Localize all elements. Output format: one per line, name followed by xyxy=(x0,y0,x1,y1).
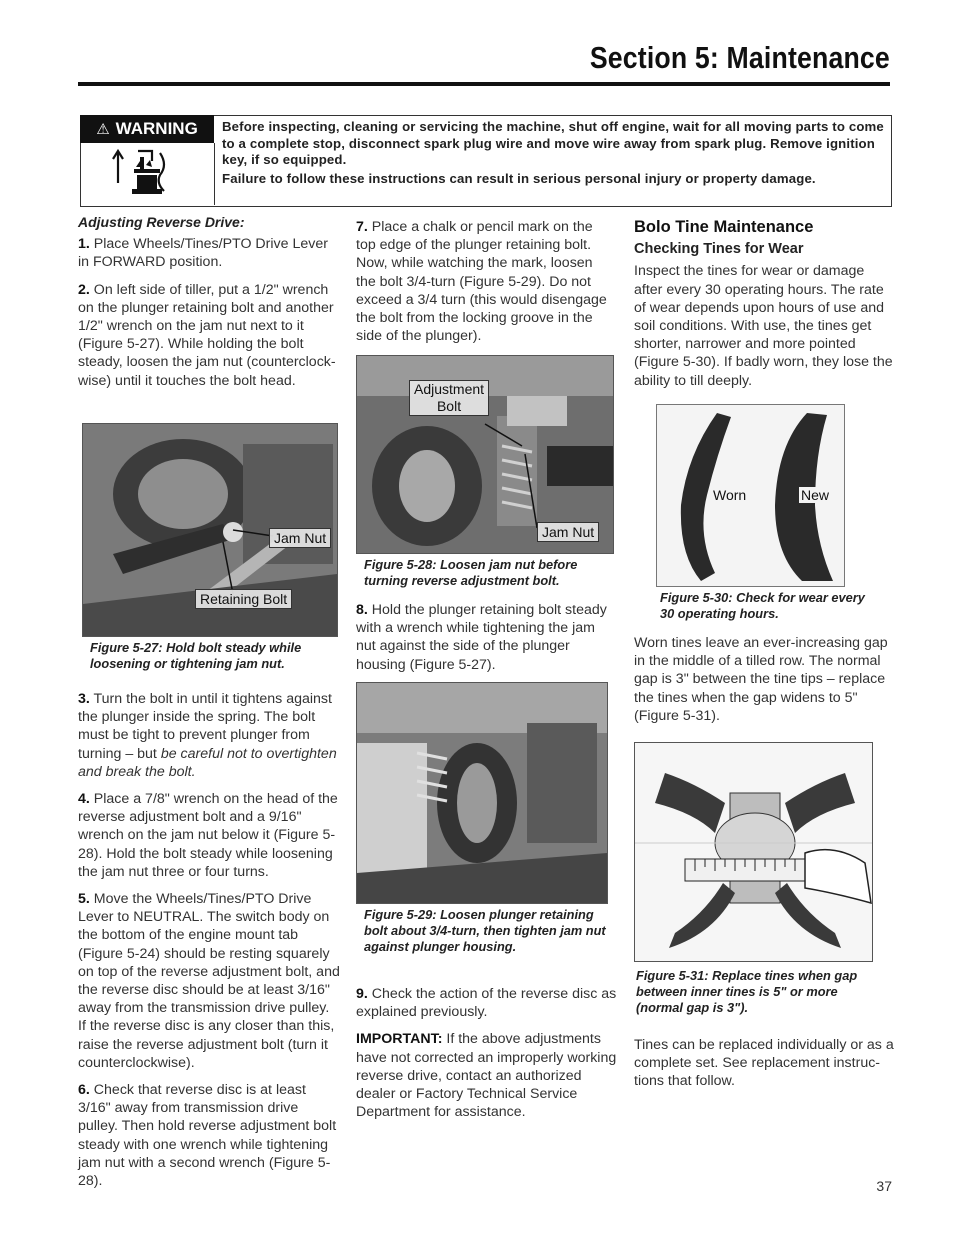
figure-5-27-image xyxy=(82,423,338,637)
column-2-lower xyxy=(356,985,618,1130)
jam-nut-label: Jam Nut xyxy=(269,528,331,548)
adjusting-reverse-drive-heading: Adjusting Reverse Drive: xyxy=(78,214,245,230)
section-title: Section 5: Maintenance xyxy=(589,40,890,75)
warning-text xyxy=(222,119,890,187)
warning-label: ⚠ WARNING xyxy=(80,115,214,143)
figure-5-30-image xyxy=(656,404,845,587)
column-3-lower xyxy=(634,1036,896,1100)
step-6: 6. Check that reverse disc is at least 3/16" away from transmission drive pulley. Then hold reverse adjustment bolt steady with one wrench while tightening jam nut with a second wrench (Figure 5-28). xyxy=(78,1082,337,1190)
figure-5-28-caption: Figure 5-28: Loosen jam nut before turning reverse adjustment bolt. xyxy=(364,557,578,588)
spark-plug-disconnect-icon xyxy=(80,143,215,205)
jam-nut-label: Jam Nut xyxy=(537,522,599,542)
step-4: 4. Place a 7/8" wrench on the head of the reverse adjustment bolt and a 9/16" wrench on the jam nut below it (Figure 5-28). Hold the bolt steady while loosening the jam nut three or four turns. xyxy=(78,791,338,880)
figure-5-31-image xyxy=(634,742,873,962)
page-number: 37 xyxy=(876,1178,892,1194)
header-rule xyxy=(78,82,890,86)
tines-para-1: Inspect the tines for wear or damage after every 30 operating hours. The rate of wear depends upon hours of use and soil conditions. With use, the tines get shorter, narrower and more pointed (Figure 5-30). If badly worn, they lose the ability to till deeply. xyxy=(634,263,893,389)
column-2-step8 xyxy=(356,601,618,683)
column-3 xyxy=(634,218,896,399)
warning-triangle-icon: ⚠ xyxy=(96,121,110,138)
step-5: 5. Move the Wheels/Tines/PTO Drive Lever to NEUTRAL. The switch body on the bottom of the engine mount tab (Figure 5-24) should be resting squarely on top of the reverse adjustment bolt, and the reverse disc should be at least 3/16" away from the transmission drive pulley. If the reverse disc is any closer than this, raise the reverse adjustment bolt (turn it counterclockwise). xyxy=(78,891,340,1071)
important-note: IMPORTANT: If the above adjustments have not corrected an improperly working reverse drive, contact an authorized dealer or Factory Technical Service Department for assistance. xyxy=(356,1031,617,1121)
retaining-bolt-label: Retaining Bolt xyxy=(195,589,292,609)
figure-5-29-image xyxy=(356,682,608,904)
step-9: 9. Check the action of the reverse disc as explained previously. xyxy=(356,986,617,1021)
tines-para-2: Worn tines leave an ever-increasing gap in the middle of a tilled row. The normal gap is 3" between the tine tips – replace the tines when the gap widens to 5" (Figure 5-31). xyxy=(634,635,888,724)
new-label: New xyxy=(801,487,830,503)
step-2: 2. On left side of tiller, put a 1/2" wrench on the plunger retaining bolt and another 1/2" wrench on the jam nut next to it (Figure 5-27). While holding the bolt steady, loosen the jam nut (counterclock-wise) until it touches the bolt head. xyxy=(78,281,336,389)
figure-5-27-caption: Figure 5-27: Hold bolt steady while loosening or tightening jam nut. xyxy=(90,640,302,671)
tines-para-3: Tines can be replaced individually or as a complete set. See replacement instruc-tions that follow. xyxy=(634,1037,894,1090)
worn-label: Worn xyxy=(713,487,747,503)
column-3-middle xyxy=(634,634,896,734)
figure-5-28-image xyxy=(356,355,614,554)
step-7: 7. Place a chalk or pencil mark on the top edge of the plunger retaining bolt. Now, while watching the mark, loosen the bolt 3/4-turn (Figure 5-29). Do not exceed a 3/4 turn (this would disengage the bolt from the locking groove in the side of the plunger). xyxy=(356,219,607,345)
step-3: 3. Turn the bolt in until it tightens against the plunger inside the spring. The bolt must be tight to prevent plunger from turning – but be careful not to overtighten and break the bolt. xyxy=(78,691,337,780)
column-2 xyxy=(356,218,614,354)
column-1-lower xyxy=(78,690,340,1199)
figure-5-29-caption: Figure 5-29: Loosen plunger retaining bolt about 3/4-turn, then tighten jam nut against plunger housing. xyxy=(364,907,606,954)
checking-tines-heading: Checking Tines for Wear xyxy=(634,241,804,258)
step-8: 8. Hold the plunger retaining bolt steady with a wrench while tightening the jam nut against the side of the plunger housing (Figure 5-27). xyxy=(356,602,607,673)
bolo-tine-heading: Bolo Tine Maintenance xyxy=(634,218,814,236)
figure-5-31-caption: Figure 5-31: Replace tines when gap between inner tines is 5" or more (normal gap is 3"). xyxy=(636,968,858,1015)
step-1: 1. Place Wheels/Tines/PTO Drive Lever in FORWARD position. xyxy=(78,236,328,271)
adjustment-bolt-label: Adjustment Bolt xyxy=(409,380,489,416)
figure-5-30-caption: Figure 5-30: Check for wear every 30 operating hours. xyxy=(660,590,865,621)
column-1 xyxy=(78,213,340,399)
warning-line-1: Before inspecting, cleaning or servicing the machine, shut off engine, wait for all moving parts to come to a complete stop, disconnect spark plug wire and move wire away from spark plug. Remove ignition key, if so equipped. xyxy=(222,119,884,168)
warning-line-2: Failure to follow these instructions can result in serious personal injury or property damage. xyxy=(222,170,816,186)
